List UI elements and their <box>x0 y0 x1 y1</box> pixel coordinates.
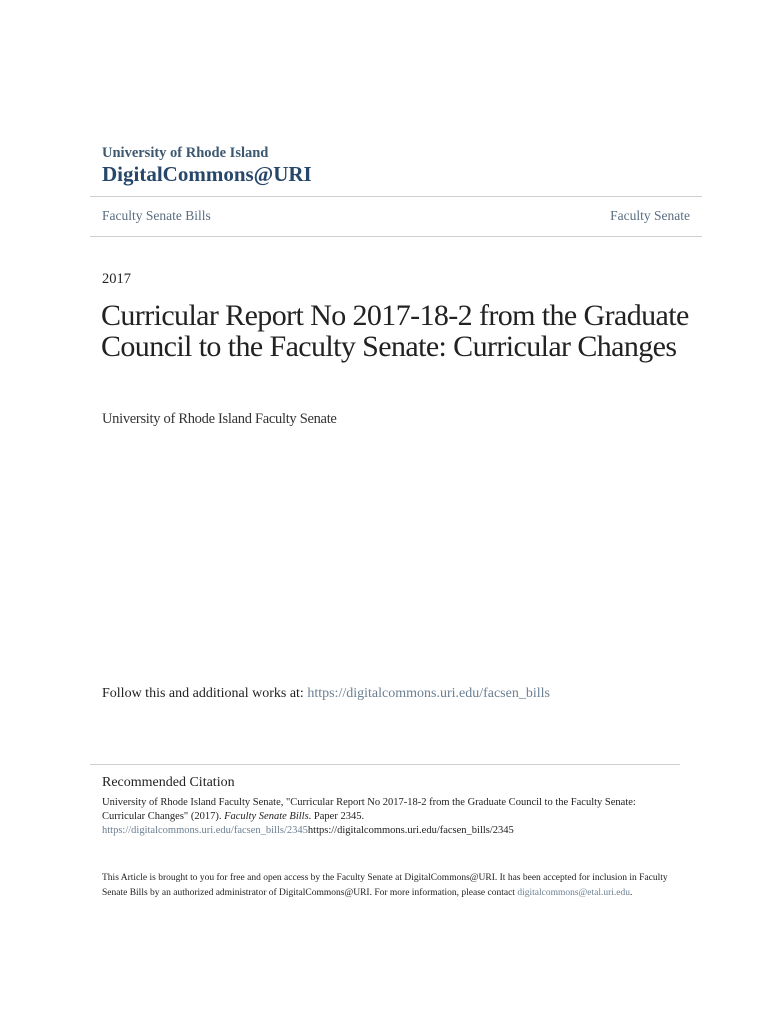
notice-text: This Article is brought to you for free and open access by the Faculty Senate at DigitalCommons@URI. It has been accepted for inclusion in Faculty Senate Bills by an authorized administrator of DigitalCommons@URI. For more information, please contact <box>102 873 668 898</box>
document-author: University of Rhode Island Faculty Senate <box>102 411 337 427</box>
citation-url-plain: https://digitalcommons.uri.edu/facsen_bills/2345 <box>307 825 514 836</box>
publication-year: 2017 <box>102 271 131 287</box>
citation-link[interactable]: https://digitalcommons.uri.edu/facsen_bills/2345 <box>102 825 308 836</box>
citation-body: University of Rhode Island Faculty Senate, "Curricular Report No 2017-18-2 from the Graduate Council to the Faculty Senate: Curricular Changes" (2017). <box>102 797 636 822</box>
notice-end: . <box>630 887 633 898</box>
follow-label: Follow this and additional works at: <box>102 686 308 701</box>
repository-name[interactable]: DigitalCommons@URI <box>102 162 312 186</box>
breadcrumb-department-link[interactable]: Faculty Senate <box>610 208 690 223</box>
divider-bottom <box>90 236 702 237</box>
institution-name: University of Rhode Island <box>102 145 269 161</box>
divider-citation <box>90 764 680 765</box>
follow-line <box>102 686 550 702</box>
citation-heading: Recommended Citation <box>102 775 235 790</box>
divider-top <box>90 196 702 197</box>
contact-email-link[interactable]: digitalcommons@etal.uri.edu <box>517 887 631 898</box>
document-title: Curricular Report No 2017-18-2 from the Graduate Council to the Faculty Senate: Curricular Changes <box>101 299 689 363</box>
access-notice <box>102 871 672 900</box>
citation-series: Faculty Senate Bills <box>224 811 309 822</box>
follow-link[interactable]: https://digitalcommons.uri.edu/facsen_bills <box>307 686 550 701</box>
breadcrumb-series-link[interactable]: Faculty Senate Bills <box>102 208 211 223</box>
citation-text <box>102 796 672 838</box>
citation-paper: . Paper 2345. <box>308 811 365 822</box>
